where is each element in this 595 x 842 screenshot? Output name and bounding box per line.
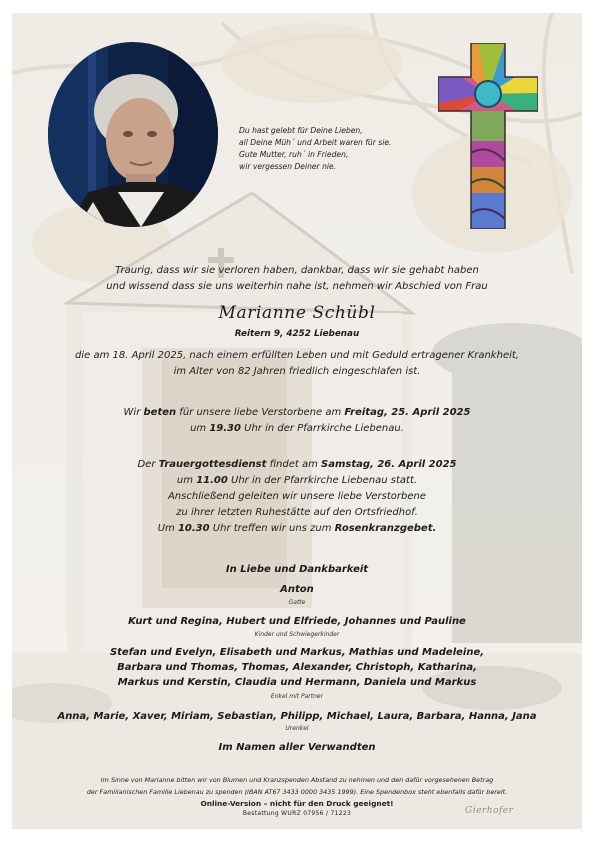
grandchildren-line: Barbara und Thomas, Thomas, Alexander, Christoph, Katharina, <box>117 662 477 673</box>
death-notice-line: die am 18. April 2025, nach einem erfüllten Leben und mit Geduld ertragener Krankheit, <box>75 350 519 361</box>
great-grandchildren-names: Anna, Marie, Xaver, Miriam, Sebastian, Philipp, Michael, Laura, Barbara, Hanna, Jana <box>57 711 537 722</box>
grandchildren-line: Markus und Kerstin, Claudia und Hermann, Daniela und Markus <box>117 677 477 688</box>
funeral-home-contact: Bestattung WURZ 07956 / 71223 <box>242 810 352 817</box>
donation-note-line: Im Sinne von Marianne bitten wir von Blumen und Kranzspenden Abstand zu nehmen und den dafür vorgesehenen Betrag <box>100 776 494 784</box>
children-role: Kinder und Schwiegerkinder <box>254 631 340 638</box>
deceased-name: Marianne Schübl <box>218 303 376 323</box>
artist-signature: Gierhofer <box>465 806 514 816</box>
death-notice-line: im Alter von 82 Jahren friedlich eingeschlafen ist. <box>173 366 421 377</box>
memorial-poem <box>239 125 439 173</box>
closing-line: Im Namen aller Verwandten <box>218 742 376 753</box>
great-grandchildren-role: Urenkel <box>285 725 309 732</box>
spouse-role: Gatte <box>288 599 306 606</box>
intro-line: Traurig, dass wir sie verloren haben, dankbar, dass wir sie gehabt haben <box>115 265 479 276</box>
online-version-note: Online-Version – nicht für den Druck geeignet! <box>200 799 394 808</box>
poem-line: all Deine Müh´ und Arbeit waren für sie. <box>239 138 392 147</box>
spouse-name: Anton <box>280 584 314 595</box>
stained-glass-cross-image <box>438 43 538 229</box>
children-names: Kurt und Regina, Hubert und Elfriede, Johannes und Pauline <box>128 616 466 627</box>
portrait-photo <box>48 42 218 227</box>
obituary-sheet <box>12 13 582 829</box>
donation-note-line: der Familianischen Familie Liebenau zu spenden (IBAN AT67 3433 0000 3435 1999). Eine Spendenbox steht ebenfalls dafür bereit. <box>86 788 508 796</box>
poem-line: Gute Mutter, ruh´ in Frieden, <box>239 150 349 159</box>
funeral-burial-line: Anschließend geleiten wir unsere liebe Verstorbene <box>167 491 427 502</box>
intro-line: und wissend dass sie uns weiterhin nahe ist, nehmen wir Abschied von Frau <box>106 281 488 292</box>
poem-line: Du hast gelebt für Deine Lieben, <box>239 126 363 135</box>
prayer-time-line: um 19.30 Uhr in der Pfarrkirche Liebenau. <box>190 423 404 434</box>
funeral-line: Der Trauergottesdienst findet am Samstag, 26. April 2025 <box>137 459 457 470</box>
grandchildren-line: Stefan und Evelyn, Elisabeth und Markus, Mathias und Madeleine, <box>109 647 485 658</box>
poem-line: wir vergessen Deiner nie. <box>239 162 337 171</box>
rosary-line: Um 10.30 Uhr treffen wir uns zum Rosenkranzgebet. <box>157 523 437 534</box>
prayer-line: Wir beten für unsere liebe Verstorbene am Freitag, 25. April 2025 <box>123 407 471 418</box>
grandchildren-role: Enkel mit Partner <box>270 693 324 700</box>
deceased-address: Reitern 9, 4252 Liebenau <box>234 329 360 339</box>
mourners-heading: In Liebe und Dankbarkeit <box>225 564 369 575</box>
funeral-burial-line: zu ihrer letzten Ruhestätte auf den Ortsfriedhof. <box>176 507 418 518</box>
funeral-time-line: um 11.00 Uhr in der Pfarrkirche Liebenau statt. <box>176 475 418 486</box>
